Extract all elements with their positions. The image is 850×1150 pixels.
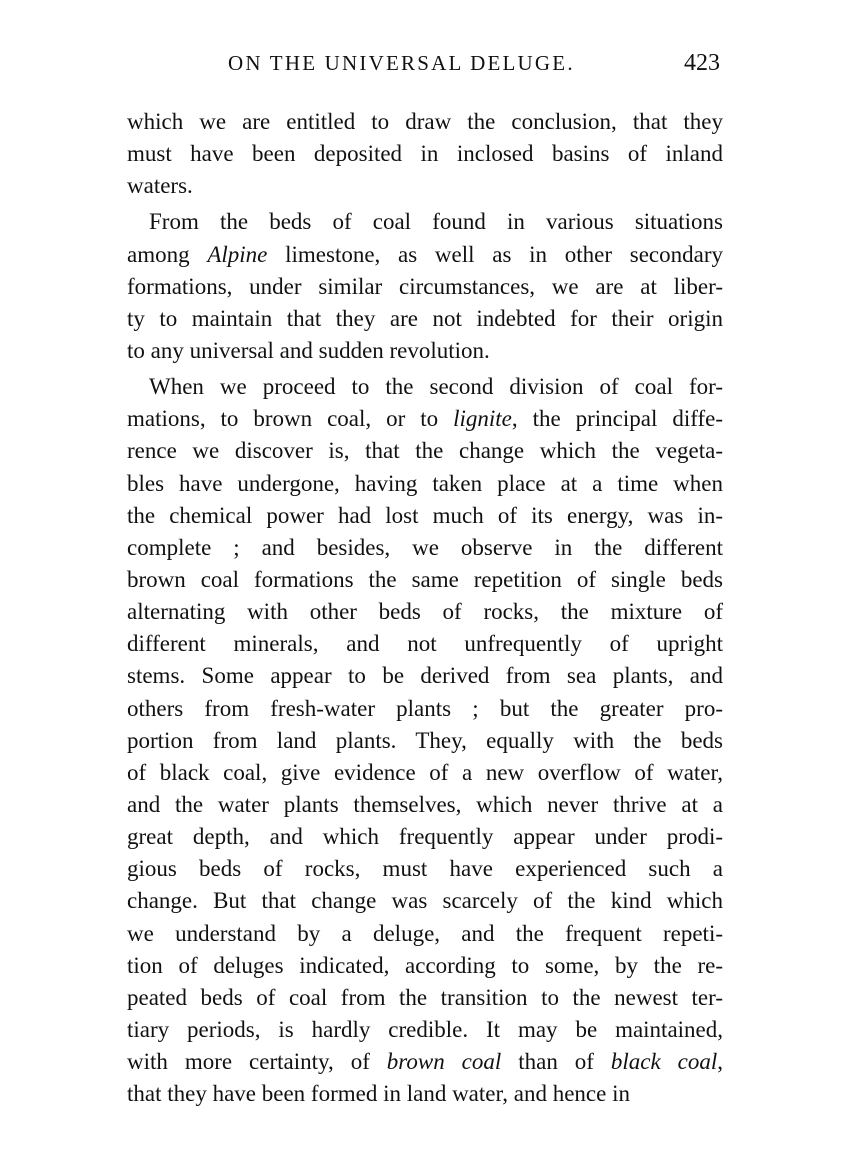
text-line: formations, under similar circumstances, we are at liber- — [127, 273, 723, 299]
running-head — [120, 46, 730, 80]
text-line: that they have been formed in land water, and hence in — [127, 1081, 630, 1107]
text-line: peated beds of coal from the transition to the newest ter- — [127, 984, 723, 1010]
page-number: 423 — [684, 50, 720, 76]
text-line: complete ; and besides, we observe in the different — [127, 534, 723, 560]
paragraph — [127, 106, 723, 206]
text-line: From the beds of coal found in various situations — [149, 209, 723, 235]
text-line: tiary periods, is hardly credible. It may be maintained, — [127, 1016, 723, 1042]
text-line: must have been deposited in inclosed basins of inland — [127, 141, 723, 167]
text-line: When we proceed to the second division of coal for- — [149, 374, 723, 400]
text-line: mations, to brown coal, or to lignite, the principal diffe- — [127, 406, 723, 432]
paragraph — [127, 206, 723, 371]
text-line: which we are entitled to draw the conclusion, that they — [127, 109, 723, 134]
text-line: alternating with other beds of rocks, the mixture of — [127, 599, 723, 625]
text-line: among Alpine limestone, as well as in other secondary — [127, 241, 723, 267]
text-line: bles have undergone, having taken place at a time when — [127, 470, 723, 496]
paragraph — [127, 371, 723, 1110]
text-line: others from fresh-water plants ; but the greater pro- — [127, 695, 723, 721]
text-line: of black coal, give evidence of a new overflow of water, — [127, 759, 723, 785]
text-line: stems. Some appear to be derived from sea plants, and — [127, 663, 723, 689]
text-line: different minerals, and not unfrequently of upright — [127, 631, 723, 657]
text-line: change. But that change was scarcely of the kind which — [127, 888, 723, 914]
text-line: gious beds of rocks, must have experienced such a — [127, 856, 723, 882]
text-line: with more certainty, of brown coal than of black coal, — [127, 1049, 723, 1075]
body-text — [127, 106, 723, 1110]
text-line: tion of deluges indicated, according to some, by the re- — [127, 952, 723, 978]
text-line: and the water plants themselves, which never thrive at a — [127, 791, 723, 817]
text-line: portion from land plants. They, equally with the beds — [127, 727, 723, 753]
text-line: we understand by a deluge, and the frequent repeti- — [127, 920, 723, 946]
text-line: waters. — [127, 173, 193, 199]
text-line: the chemical power had lost much of its energy, was in- — [127, 502, 723, 528]
running-title: ON THE UNIVERSAL DELUGE. — [228, 51, 575, 75]
text-line: brown coal formations the same repetition of single beds — [127, 566, 723, 592]
text-line: to any universal and sudden revolution. — [127, 337, 490, 363]
text-line: ty to maintain that they are not indebted for their origin — [127, 305, 723, 331]
text-line: rence we discover is, that the change which the vegeta- — [127, 438, 723, 464]
text-line: great depth, and which frequently appear under prodi- — [127, 824, 723, 850]
